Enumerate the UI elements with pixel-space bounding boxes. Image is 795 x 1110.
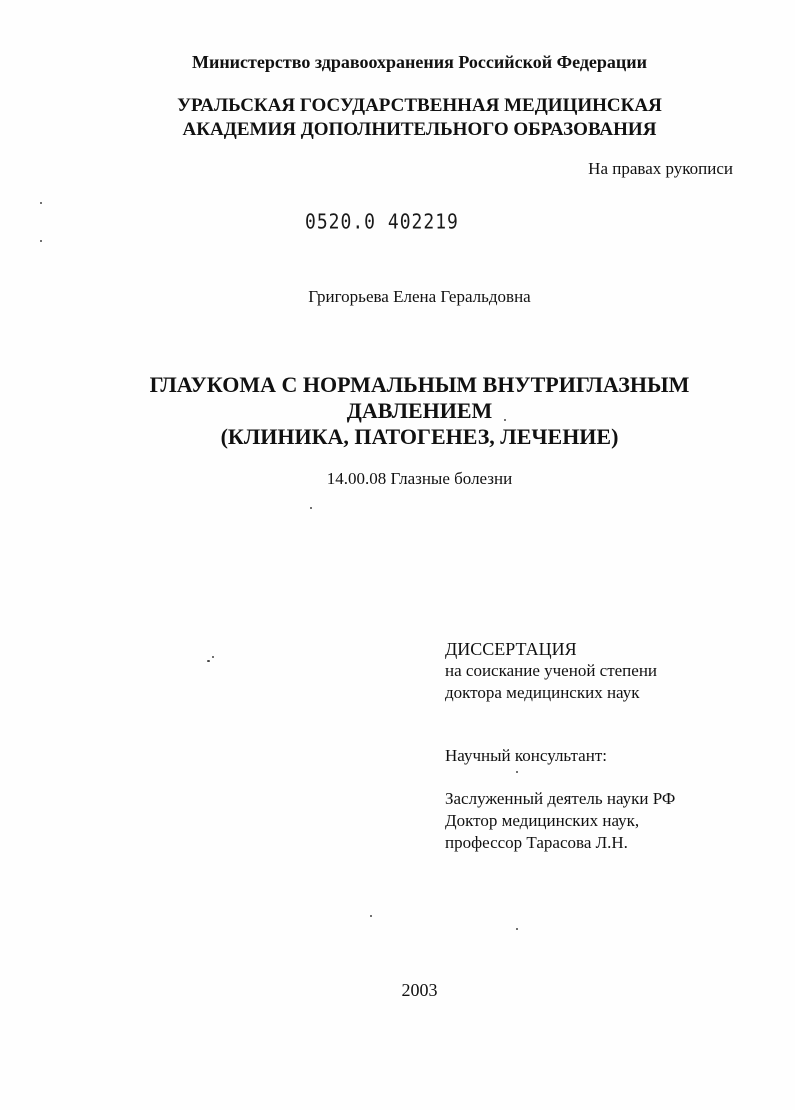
dissertation-title <box>22 372 795 450</box>
title-line2: ДАВЛЕНИЕМ <box>346 398 493 423</box>
specialty-code: 14.00.08 Глазные болезни <box>326 469 513 488</box>
consultant-block <box>445 788 675 854</box>
title-line1: ГЛАУКОМА С НОРМАЛЬНЫМ ВНУТРИГЛАЗНЫМ <box>149 372 690 397</box>
scan-speck <box>40 202 42 204</box>
scan-speck <box>40 240 42 242</box>
archive-stamp-code: 0520.0 402219 <box>305 210 459 235</box>
dissertation-heading: ДИССЕРТАЦИЯ <box>445 639 577 659</box>
scan-speck <box>516 771 518 773</box>
scan-speck <box>212 656 214 658</box>
dissertation-line1: на соискание ученой степени <box>445 661 658 680</box>
ministry-name: Министерство здравоохранения Российской Федерации <box>191 52 648 72</box>
scan-speck <box>504 419 506 421</box>
scan-speck <box>310 507 312 509</box>
rights-notice: На правах рукописи <box>588 159 733 178</box>
consultant-line1: Заслуженный деятель науки РФ <box>445 789 676 808</box>
scan-speck <box>370 915 372 917</box>
dissertation-line2: доктора медицинских наук <box>445 683 640 702</box>
dissertation-block <box>445 638 657 704</box>
scan-speck <box>516 928 518 930</box>
scan-speck <box>207 660 210 662</box>
consultant-label: Научный консультант: <box>445 746 607 765</box>
consultant-line2: Доктор медицинских наук, <box>445 811 640 830</box>
academy-name <box>22 94 795 142</box>
academy-name-line1: УРАЛЬСКАЯ ГОСУДАРСТВЕННАЯ МЕДИЦИНСКАЯ <box>177 95 662 116</box>
author-name: Григорьева Елена Геральдовна <box>308 287 531 306</box>
year: 2003 <box>401 980 438 1000</box>
academy-name-line2: АКАДЕМИЯ ДОПОЛНИТЕЛЬНОГО ОБРАЗОВАНИЯ <box>182 119 657 140</box>
consultant-line3: профессор Тарасова Л.Н. <box>445 833 628 852</box>
title-line3: (КЛИНИКА, ПАТОГЕНЕЗ, ЛЕЧЕНИЕ) <box>220 424 619 449</box>
